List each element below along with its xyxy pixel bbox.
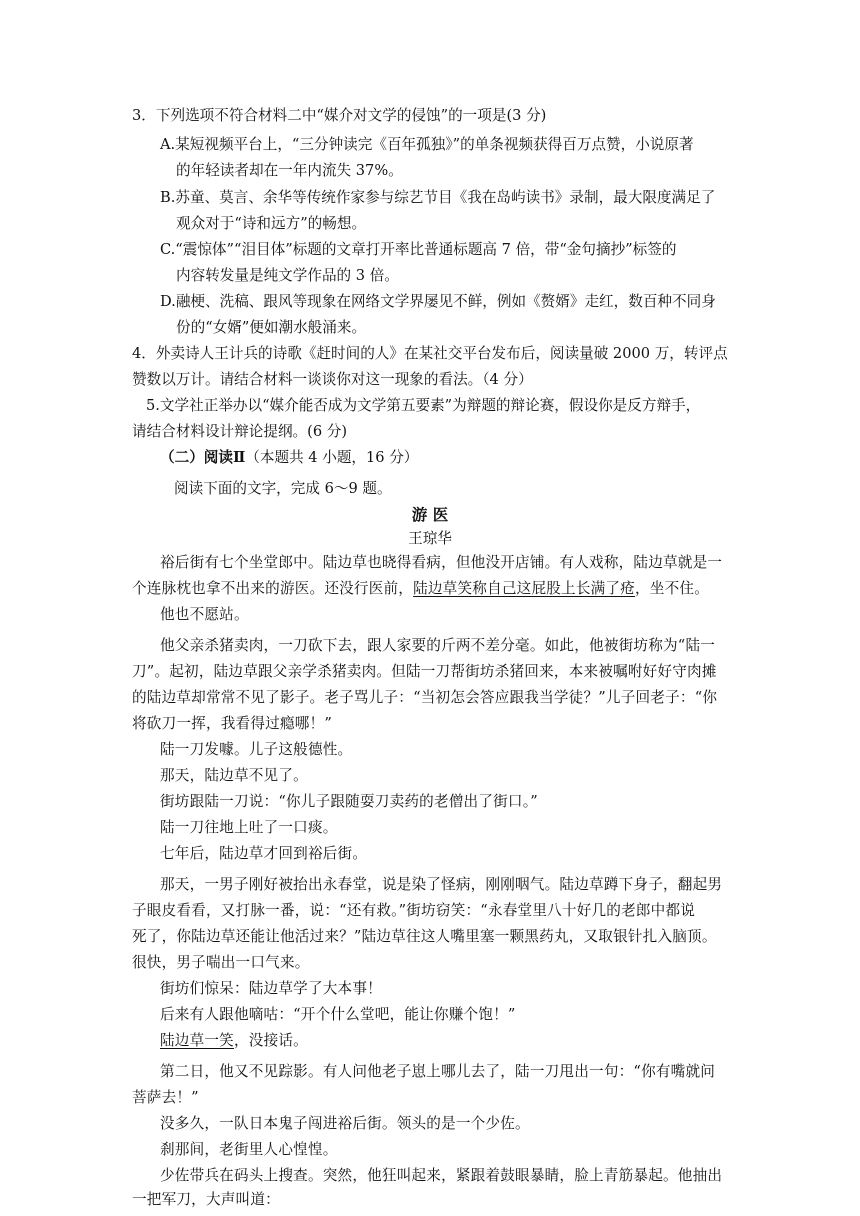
story-p13-line-1: 第二日，他又不见踪影。有人问他老子崽上哪儿去了，陆一刀甩出一句：“你有嘴就问 [160,1063,716,1080]
story-p1-text-b: ，坐不住。 [635,580,709,597]
story-p9-line-2: 子眼皮看看，又打脉一番，说：“还有救。”街坊窃笑：“永春堂里八十好几的老郎中都说 [132,902,696,919]
story-author: 王琼华 [408,530,452,547]
story-p9-line-1: 那天，一男子刚好被抬出永春堂，说是染了怪病，刚刚咽气。陆边草蹲下身子，翻起男 [160,876,723,893]
story-p10: 街坊们惊呆：陆边草学了大本事！ [160,980,382,997]
question-4-line-2: 赞数以万计。请结合材料一谈谈你对这一现象的看法。（4 分） [132,371,533,388]
option-b-line-2: 观众对于“诗和远方”的畅想。 [176,215,367,232]
story-p4: 陆一刀发噱。儿子这般德性。 [160,741,353,758]
story-p3-line-1: 他父亲杀猪卖肉，一刀砍下去，跟人家要的斤两不差分毫。如此，他被街坊称为“陆一 [160,637,716,654]
story-p14: 没多久，一队日本鬼子闯进裕后街。领头的是一个少佐。 [160,1115,530,1132]
section-heading [160,446,418,470]
story-p1-underlined: 陆边草笑称自己这屁股上长满了疮 [413,580,636,597]
story-p16-line-2: 一把军刀，大声叫道： [132,1191,280,1208]
option-d-line-2: 份的“女婿”便如潮水般涌来。 [176,319,367,336]
story-p9-line-4: 很快，男子喘出一口气来。 [132,954,310,971]
option-c-line-1: C.“震惊体”“泪目体”标题的文章打开率比普通标题高 7 倍，带“金句摘抄”标签的 [160,241,677,258]
section-heading-title: （二）阅读Ⅱ [160,449,246,466]
story-p15: 刹那间，老街里人心惶惶。 [160,1141,338,1158]
option-d-line-1: D.融梗、洗稿、跟风等现象在网络文学界屡见不鲜，例如《赘婿》走红，数百种不同身 [160,293,716,310]
story-p3-line-4: 将砍刀一挥，我看得过瘾哪！” [132,715,332,732]
section-instruction: 阅读下面的文字，完成 6～9 题。 [174,480,392,497]
story-p5: 那天，陆边草不见了。 [160,767,308,784]
story-p12 [160,1029,308,1053]
story-p7: 陆一刀往地上吐了一口痰。 [160,819,338,836]
story-p16-line-1: 少佐带兵在码头上搜查。突然，他狂叫起来，紧跟着鼓眼暴睛，脸上青筋暴起。他抽出 [160,1167,723,1184]
option-b-line-1: B.苏童、莫言、余华等传统作家参与综艺节目《我在岛屿读书》录制，最大限度满足了 [160,189,716,206]
story-p6: 街坊跟陆一刀说：“你儿子跟随耍刀卖药的老僧出了街口。” [160,793,538,810]
story-p12-text: ，没接话。 [233,1032,308,1049]
story-p1-text-a: 个连脉枕也拿不出来的游医。还没行医前， [132,580,414,597]
story-p13-line-2: 菩萨去！” [132,1089,199,1106]
option-a-line-2: 的年轻读者却在一年内流失 37%。 [176,162,403,179]
story-p3-line-3: 的陆边草却常常不见了影子。老子骂儿子：“当初怎会答应跟我当学徒？”儿子回老子：“你 [132,689,718,706]
option-c-line-2: 内容转发量是纯文学作品的 3 倍。 [176,267,399,284]
option-a-line-1: A.某短视频平台上，“三分钟读完《百年孤独》”的单条视频获得百万点赞，小说原著 [160,136,694,153]
story-p8: 七年后，陆边草才回到裕后街。 [160,845,368,862]
section-heading-note: （本题共 4 小题，16 分） [245,449,419,466]
question-4-line-1: 4．外卖诗人王计兵的诗歌《赶时间的人》在某社交平台发布后，阅读量破 2000 万，转评点 [132,345,728,362]
story-p2: 他也不愿站。 [160,606,249,623]
story-title: 游 医 [411,505,449,524]
story-p12-underlined: 陆边草一笑 [160,1032,234,1049]
question-3-stem: 3．下列选项不符合材料二中“媒介对文学的侵蚀”的一项是(3 分) [132,107,547,124]
story-p1-line-2 [132,577,709,601]
story-p9-line-3: 死了，你陆边草还能让他活过来？”陆边草往这人嘴里塞一颗黑药丸，又取银针扎入脑顶。 [132,928,717,945]
story-p3-line-2: 刀”。起初，陆边草跟父亲学杀猪卖肉。但陆一刀帮街坊杀猪回来，本来被嘱咐好好守肉摊 [132,663,717,680]
story-p11: 后来有人跟他嘀咕：“开个什么堂吧，能让你赚个饱！” [160,1006,516,1023]
question-5-line-1: 5.文学社正举办以“媒介能否成为文学第五要素”为辩题的辩论赛，假设你是反方辩手， [146,397,701,414]
question-5-line-2: 请结合材料设计辩论提纲。(6 分) [132,423,348,440]
story-p1-line-1: 裕后街有七个坐堂郎中。陆边草也晓得看病，但他没开店铺。有人戏称，陆边草就是一 [160,554,723,571]
